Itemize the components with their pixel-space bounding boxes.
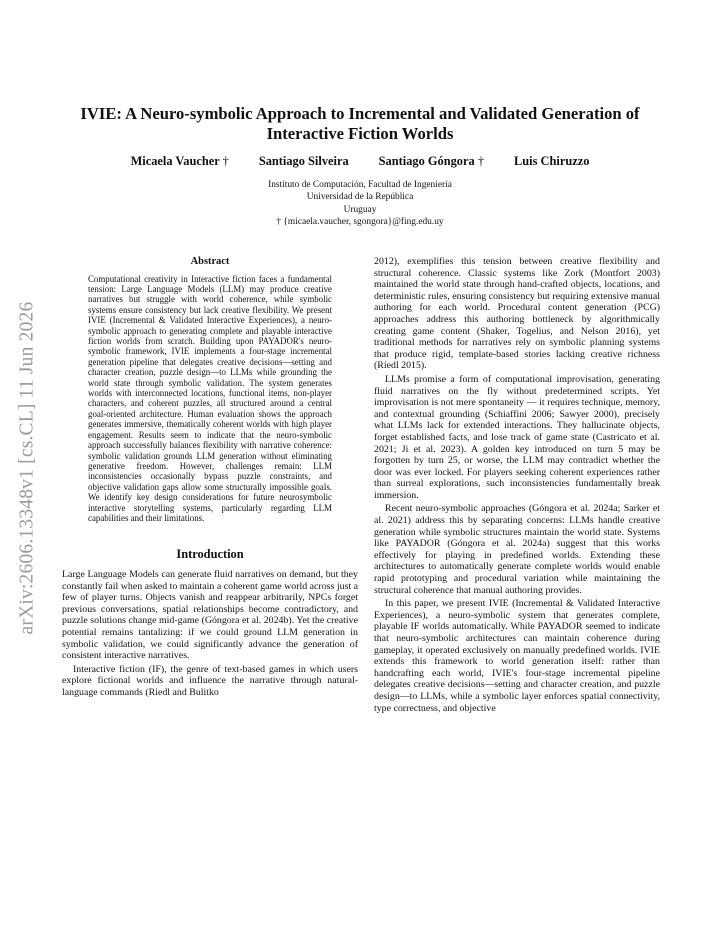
abstract-body <box>88 274 332 524</box>
affiliation-line: Uruguay <box>343 204 377 215</box>
author: Luis Chiruzzo <box>514 154 590 168</box>
right-paragraph-3: Recent neuro-symbolic approaches (Góngora et al. 2024a; Sarker et al. 2021) address this by separating concerns: LLMs handle creative generation while symbolic structures maintain the world state. Systems like PAYADOR (Góngora et al. 2024a) suggest that this works effectively for playing in predefined worlds. Extending these architectures to automatically generate complete worlds would enable rapid prototyping and procedural variation while maintaining the structural coherence that manual authoring provides. <box>374 503 660 596</box>
affiliation-block <box>60 179 660 229</box>
right-paragraph-1: 2012), exemplifies this tension between creative flexibility and structural coherence. Classic systems like Zork (Montfort 2003) maintained the world state through hand-crafted objects, locations, and deterministic rules, ensuring consistency but requiring extensive manual authoring for each world. Procedural content generation (PCG) approaches address this authoring bottleneck by algorithmically creating game content (Shaker, Togelius, and Nelson 2016), yet traditional methods for narratives rely on symbolic planning systems that produce rigid, template-based stories lacking creative richness (Riedl 2015). <box>374 256 660 372</box>
abstract-text: Computational creativity in Interactive fiction faces a fundamental tension: Large Language Models (LLM) may produce creative narratives but struggle with world coherence, while symbolic systems ensure consistency but lack creative flexibility. We present IVIE (Incremental & Validated Interactive Experiences), a neuro-symbolic approach to generating complete and playable interactive fiction worlds from scratch. Building upon PAYADOR's neuro-symbolic framework, IVIE implements a four-stage incremental generation pipeline that delegates creative decisions—setting and character creation, puzzle design—to LLMs while grounding the world state through symbolic validation. The system generates worlds with interconnected locations, functional items, non-player characters, and coherent puzzles, all structured around a central goal-oriented architecture. Human evaluation shows the approach generates immersive, thematically coherent worlds with high player engagement. Results seem to indicate that the neuro-symbolic approach successfully balances flexibility with narrative coherence: symbolic validation grounds LLM generation without eliminating generative freedom. However, challenges remain: LLM inconsistencies occasionally bypass puzzle constraints, and objective validation gaps allow some structurally impossible goals. We identify key design considerations for future neurosymbolic interactive storytelling systems, particularly regarding LLM capabilities and their limitations. <box>88 273 332 523</box>
right-column <box>374 256 660 714</box>
affiliation-line: Instituto de Computación, Facultad de Ingeniería <box>268 180 452 190</box>
author: Santiago Góngora † <box>378 154 485 168</box>
right-paragraph-4: In this paper, we present IVIE (Incremental & Validated Interactive Experiences), a neuro-symbolic system that generates complete, playable IF worlds automatically. While PAYADOR seemed to indicate that neuro-symbolic architectures can maintain coherence during gameplay, it operated exclusively on manually predefined worlds. IVIE extends this framework to world generation itself: rather than handcrafting each world, IVIE's four-stage incremental pipeline delegates creative decisions—setting and character creation, and puzzle design—to LLMs, while a symbolic layer enforces spatial connectivity, type correctness, and objective <box>374 598 660 714</box>
intro-paragraph-1: Large Language Models can generate fluid narratives on demand, but they constantly fail when asked to maintain a coherent game world across just a few of player turns. Objects vanish and reappear arbitrarily, NPCs forget previous conversations, spatial relationships become contradictory, and puzzle solutions change mid-game (Góngora et al. 2024b). Yet the creative potential remains tantalizing: if we could ground LLM generation in symbolic validation, we could significantly advance the generation of consistent interactive narratives. <box>62 568 358 662</box>
intro-paragraph-2: Interactive fiction (IF), the genre of text-based games in which users explore fictional worlds and influence the narrative through natural-language commands (Riedl and Bulitko <box>62 663 358 698</box>
author-list <box>60 154 660 169</box>
right-paragraph-2: LLMs promise a form of computational improvisation, generating fluid narratives on the fly without predetermined scripts. Yet improvisation is not mere spontaneity — it requires technique, memory, and contextual grounding (Schiaffini 2006; Sawyer 2000), precisely what LLMs lack for extended interactions. They hallucinate objects, forget established facts, and lose track of game state (Castricato et al. 2021; Ji et al. 2023). A golden key introduced on turn 5 may be forgotten by turn 25, or worse, the LLM may contradict whether the door was ever locked. For players seeking coherent experiences rather than surreal explorations, such inconsistencies fundamentally break immersion. <box>374 373 660 501</box>
contact-emails: † {micaela.vaucher, sgongora}@fing.edu.uy <box>276 217 444 228</box>
arxiv-side-identifier <box>6 268 48 668</box>
paper-title <box>60 104 660 144</box>
affiliation-line: Universidad de la República <box>306 192 414 203</box>
left-column <box>62 256 358 698</box>
arxiv-id-text: arXiv:2606.13348v1 [cs.CL] 11 Jun 2026 <box>16 301 37 635</box>
introduction-heading: Introduction <box>176 547 244 562</box>
author: Santiago Silveira <box>258 154 349 168</box>
author: Micaela Vaucher † <box>130 154 229 168</box>
paper-header <box>60 104 660 229</box>
paper-title-line-2: Interactive Fiction Worlds <box>266 124 454 143</box>
paper-title-line-1: IVIE: A Neuro-symbolic Approach to Incremental and Validated Generation of <box>80 104 640 123</box>
abstract-heading: Abstract <box>190 256 230 267</box>
